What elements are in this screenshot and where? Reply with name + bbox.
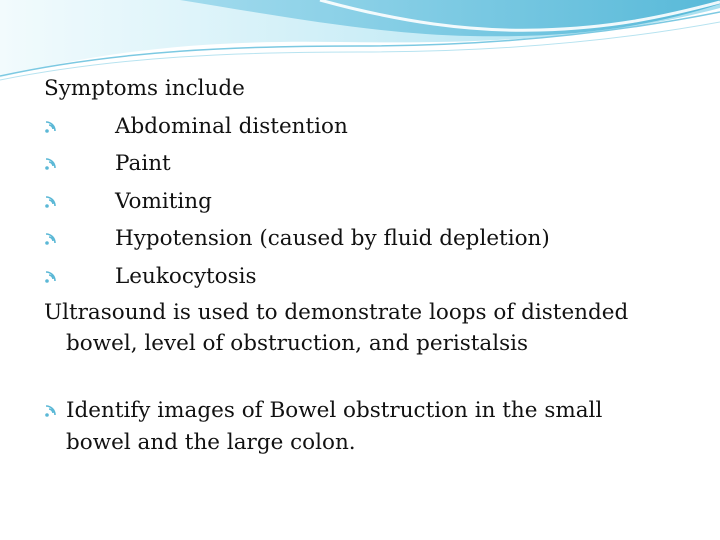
symptom-item: [44, 258, 684, 296]
bullet-icon: [44, 195, 58, 209]
symptom-label: Abdominal distention: [115, 113, 348, 139]
bullet-icon: [44, 404, 58, 418]
symptom-label: Leukocytosis: [115, 263, 257, 289]
slide-body: [44, 70, 684, 459]
identify-bullet: [44, 395, 666, 459]
identify-text: Identify images of Bowel obstruction in the small bowel and the large colon.: [66, 398, 603, 455]
ultrasound-paragraph: Ultrasound is used to demonstrate loops of distended bowel, level of obstruction, and peristalsis: [44, 300, 629, 356]
symptom-item: [44, 220, 684, 258]
symptom-item: [44, 108, 684, 146]
symptom-label: Paint: [115, 151, 171, 176]
symptom-item: [44, 145, 684, 183]
symptoms-intro: Symptoms include: [44, 76, 245, 101]
symptom-label: Hypotension (caused by fluid depletion): [115, 226, 550, 251]
symptom-item: [44, 183, 684, 221]
spacer: [44, 359, 684, 395]
bullet-icon: [44, 120, 58, 134]
bullet-icon: [44, 232, 58, 246]
symptom-label: Vomiting: [115, 188, 212, 214]
bullet-icon: [44, 157, 58, 171]
bullet-icon: [44, 270, 58, 284]
